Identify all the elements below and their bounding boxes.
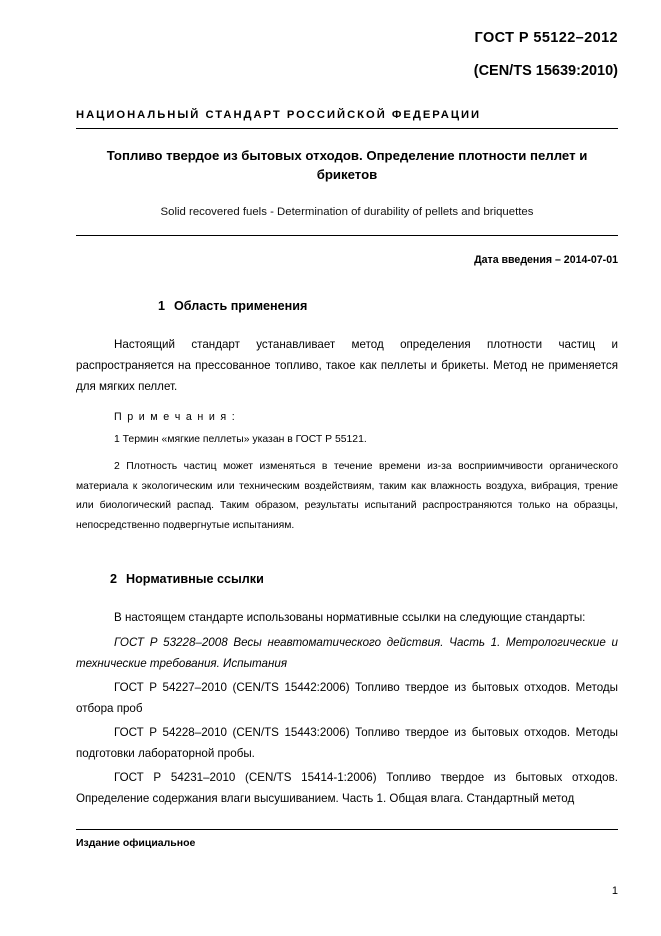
note-2: 2 Плотность частиц может изменяться в течение времени из-за восприимчивости органического материала к экологическим или техническим воздействиям, таким как влажность воздуха, вибрация, трение или биологический распад. Таким образом, результаты испытаний распространяются только на образцы, непосредственно подвергнутые испытаниям. bbox=[76, 460, 618, 532]
page-content bbox=[76, 0, 618, 809]
section-1-title: Область применения bbox=[174, 299, 308, 314]
section-2-number: 2 bbox=[110, 572, 118, 587]
section-2-lead: В настоящем стандарте использованы нормативные ссылки на следующие стандарты: bbox=[114, 611, 586, 625]
header-divider-top bbox=[76, 128, 618, 129]
section-1-paragraph-1: Настоящий стандарт устанавливает метод определения плотности частиц и распространяется на прессованное топливо, такое как пеллеты и брикеты. Метод не применяется для мягких пеллет. bbox=[76, 338, 618, 394]
document-code: ГОСТ Р 55122–2012 bbox=[474, 30, 618, 46]
document-title-ru: Топливо твердое из бытовых отходов. Определение плотности пеллет и брикетов bbox=[106, 148, 588, 183]
note-1: 1 Термин «мягкие пеллеты» указан в ГОСТ Р 55121. bbox=[114, 433, 367, 445]
official-edition-label: Издание официальное bbox=[76, 837, 196, 849]
notes-label: П р и м е ч а н и я : bbox=[114, 410, 237, 423]
reference-item: ГОСТ Р 53228–2008 Весы неавтоматического действия. Часть 1. Метрологические и технические требования. Испытания bbox=[76, 635, 618, 670]
reference-item: ГОСТ Р 54228–2010 (CEN/TS 15443:2006) Топливо твердое из бытовых отходов. Методы подготовки лабораторной пробы. bbox=[76, 725, 618, 760]
reference-item: ГОСТ Р 54231–2010 (CEN/TS 15414-1:2006) Топливо твердое из бытовых отходов. Определение содержания влаги высушиванием. Часть 1. Общая влага. Стандартный метод bbox=[76, 771, 618, 806]
document-code-equivalent: (CEN/TS 15639:2010) bbox=[473, 63, 618, 79]
section-2-title: Нормативные ссылки bbox=[126, 572, 264, 587]
document-title-en: Solid recovered fuels - Determination of durability of pellets and briquettes bbox=[160, 206, 534, 219]
page-number: 1 bbox=[611, 885, 618, 897]
section-1-heading bbox=[76, 299, 618, 313]
section-1-number: 1 bbox=[158, 299, 166, 314]
footer-divider bbox=[76, 829, 618, 830]
reference-item: ГОСТ Р 54227–2010 (CEN/TS 15442:2006) Топливо твердое из бытовых отходов. Методы отбора проб bbox=[76, 680, 618, 715]
introduction-date: Дата введения – 2014-07-01 bbox=[474, 254, 618, 267]
section-2-heading bbox=[76, 572, 618, 586]
national-standard-label: НАЦИОНАЛЬНЫЙ СТАНДАРТ РОССИЙСКОЙ ФЕДЕРАЦИИ bbox=[76, 109, 482, 121]
page-footer bbox=[76, 829, 618, 849]
header-divider-bottom bbox=[76, 235, 618, 236]
